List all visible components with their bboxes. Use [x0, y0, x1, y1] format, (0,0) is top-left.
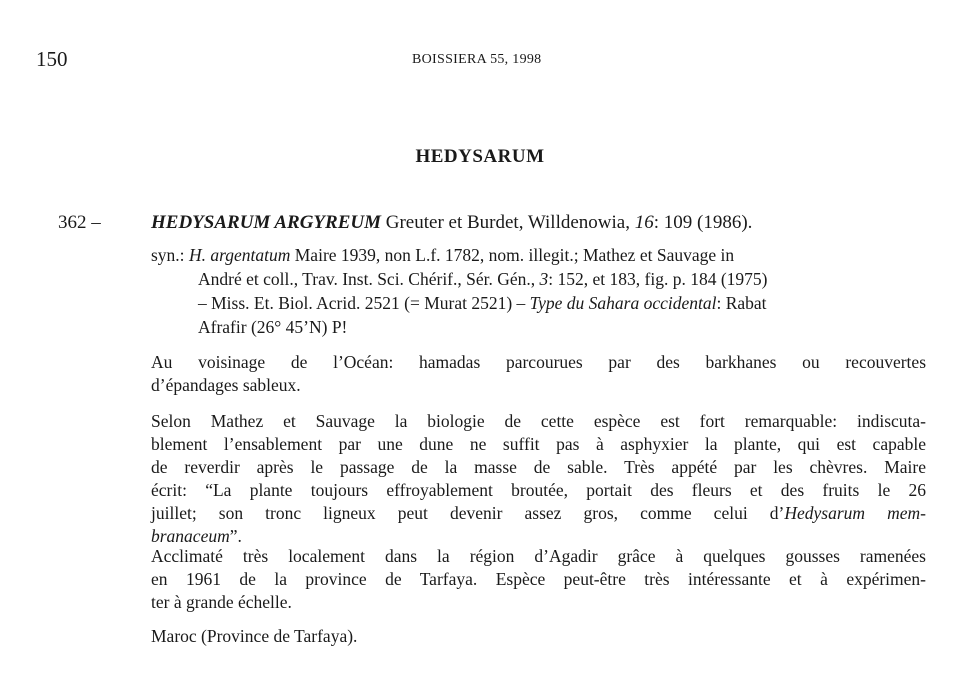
synonymy-line	[151, 291, 926, 315]
text-line: Maroc (Province de Tarfaya).	[151, 626, 358, 646]
type-locality-label: Type du Sahara occidental	[529, 293, 717, 313]
habitat-paragraph	[151, 351, 926, 397]
synonymy-block	[151, 243, 926, 339]
text-line	[151, 502, 926, 525]
text-line: en 1961 de la province de Tarfaya. Espèce peut-être très intéressante et à expérimen-	[151, 569, 926, 589]
syn-volume: 3	[539, 269, 549, 289]
cultivation-paragraph	[151, 545, 926, 614]
entry-heading	[151, 212, 752, 234]
entry-number: 362 –	[58, 212, 101, 233]
species-name: HEDYSARUM ARGYREUM	[151, 212, 381, 233]
synonymy-line	[151, 243, 926, 267]
distribution-paragraph	[151, 625, 926, 648]
taxon-name: Hedysarum mem-	[784, 503, 926, 523]
text-line: ter à grande échelle.	[151, 592, 292, 612]
citation-rest: : 109 (1986).	[653, 212, 753, 233]
text-line: Selon Mathez et Sauvage la biologie de cette espèce est fort remarquable: indiscuta-	[151, 411, 926, 431]
text-line: de reverdir après le passage de la masse de sable. Très appété par les chèvres. Maire	[151, 457, 926, 477]
syn-taxon: H. argentatum	[188, 245, 291, 265]
text-line: Au voisinage de l’Océan: hamadas parcourues par des barkhanes ou recouvertes	[151, 352, 926, 372]
text-segment: juillet; son tronc ligneux peut devenir assez gros, comme celui d’	[151, 503, 785, 523]
taxon-name: branaceum	[151, 526, 230, 546]
syn-text: Maire 1939, non L.f. 1782, nom. illegit.; Mathez et Sauvage in	[290, 245, 735, 265]
volume-number: 16	[634, 212, 654, 233]
section-title: HEDYSARUM	[415, 146, 545, 167]
text-line: blement l’ensablement par une dune ne suffit pas à asphyxier la plante, qui est capable	[151, 434, 926, 454]
text-line: Acclimaté très localement dans la région d’Agadir grâce à quelques gousses ramenées	[151, 546, 926, 566]
authority: Greuter et Burdet, Willdenowia,	[381, 212, 635, 233]
text-line: d’épandages sableux.	[151, 375, 301, 395]
syn-text: André et coll., Trav. Inst. Sci. Chérif., Sér. Gén.,	[198, 269, 540, 289]
syn-text: : 152, et 183, fig. p. 184 (1975)	[548, 269, 768, 289]
page-number: 150	[36, 47, 68, 71]
text-segment: ”.	[229, 526, 242, 546]
biology-paragraph	[151, 410, 926, 548]
syn-text: – Miss. Et. Biol. Acrid. 2521 (= Murat 2521) –	[198, 293, 530, 313]
text-line: écrit: “La plante toujours effroyablement broutée, portait des fleurs et des fruits le 26	[151, 480, 926, 500]
synonymy-line: Afrafir (26° 45’N) P!	[198, 317, 348, 337]
running-head: BOISSIERA 55, 1998	[412, 52, 542, 67]
syn-prefix: syn.:	[151, 245, 189, 265]
syn-text: : Rabat	[716, 293, 767, 313]
synonymy-line	[151, 267, 926, 291]
